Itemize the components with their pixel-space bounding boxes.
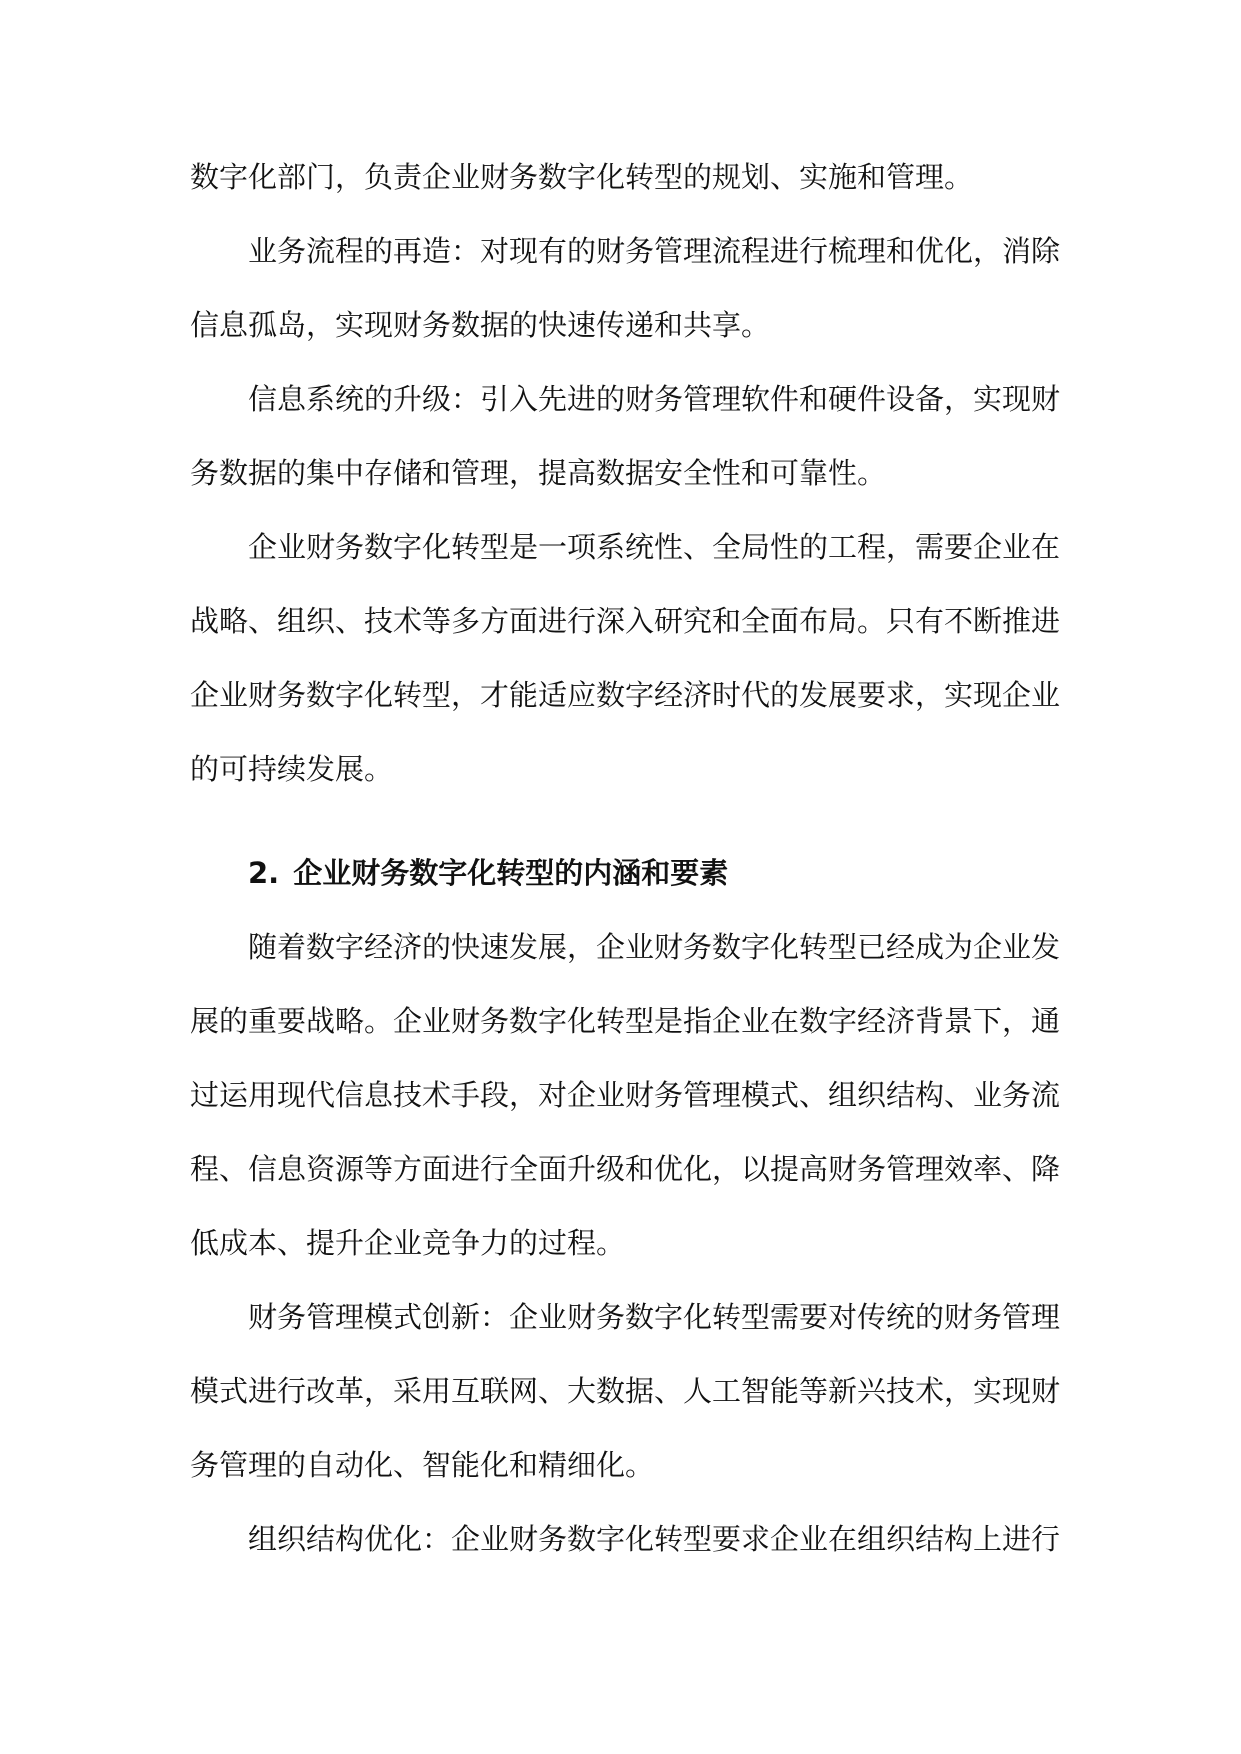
- section-number: 2.: [248, 856, 280, 890]
- paragraph-continuation: 数字化部门，负责企业财务数字化转型的规划、实施和管理。: [190, 160, 974, 194]
- section-gap: [190, 806, 1060, 836]
- paragraph-organization-optimization: 组织结构优化：企业财务数字化转型要求企业在组织结构上进行: [248, 1522, 1061, 1556]
- section-heading: [190, 836, 1060, 910]
- paragraph-system-upgrade: 信息系统的升级：引入先进的财务管理软件和硬件设备，实现财务数据的集中存储和管理，提高数据安全性和可靠性。: [190, 382, 1061, 490]
- section-title: 企业财务数字化转型的内涵和要素: [293, 856, 729, 890]
- paragraph-definition: 随着数字经济的快速发展，企业财务数字化转型已经成为企业发展的重要战略。企业财务数字化转型是指企业在数字经济背景下，通过运用现代信息技术手段，对企业财务管理模式、组织结构、业务流程、信息资源等方面进行全面升级和优化，以提高财务管理效率、降低成本、提升企业竞争力的过程。: [190, 930, 1061, 1260]
- paragraph-summary: 企业财务数字化转型是一项系统性、全局性的工程，需要企业在战略、组织、技术等多方面进行深入研究和全面布局。只有不断推进企业财务数字化转型，才能适应数字经济时代的发展要求，实现企业的可持续发展。: [190, 530, 1061, 786]
- paragraph-management-innovation: 财务管理模式创新：企业财务数字化转型需要对传统的财务管理模式进行改革，采用互联网、大数据、人工智能等新兴技术，实现财务管理的自动化、智能化和精细化。: [190, 1300, 1061, 1482]
- document-body: [190, 140, 1060, 1576]
- paragraph-process-reengineering: 业务流程的再造：对现有的财务管理流程进行梳理和优化，消除信息孤岛，实现财务数据的快速传递和共享。: [190, 234, 1061, 342]
